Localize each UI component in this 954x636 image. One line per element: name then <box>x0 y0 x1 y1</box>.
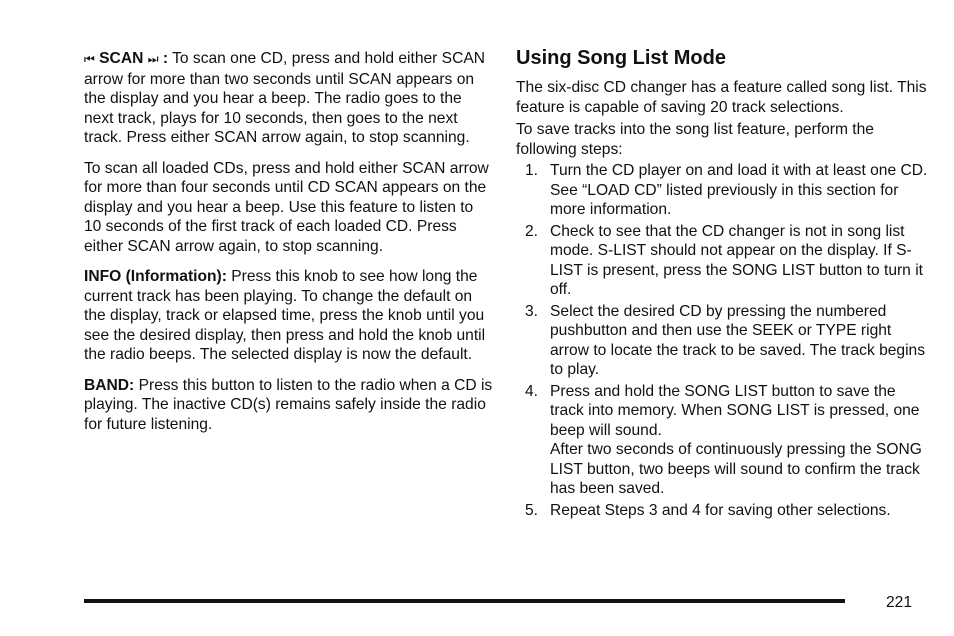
list-item <box>516 222 928 300</box>
left-column <box>84 49 494 445</box>
scan-label: SCAN <box>99 50 144 67</box>
scan-all-paragraph: To scan all loaded CDs, press and hold either SCAN arrow for more than four seconds until CD SCAN appears on the display and you hear a beep. Use this feature to listen to 10 seconds of the first track of each loaded CD. Press either SCAN arrow again, to stop scanning. <box>84 159 489 255</box>
band-text: Press this button to listen to the radio when a CD is playing. The inactive CD(s) remains safely inside the radio for future listening. <box>84 376 493 433</box>
step-number: 5. <box>525 501 539 519</box>
step-text: Press and hold the SONG LIST button to save the track into memory. When SONG LIST is pressed, one beep will sound. <box>550 382 920 439</box>
intro-paragraph-2: To save tracks into the song list feature, perform the following steps: <box>516 121 874 158</box>
scan-paragraph <box>84 49 494 148</box>
band-paragraph <box>84 376 494 435</box>
info-paragraph <box>84 267 494 365</box>
band-label: BAND: <box>84 376 135 394</box>
footer-rule <box>84 599 845 603</box>
list-item <box>516 302 928 380</box>
scan-next-icon: ⏭ <box>147 52 159 66</box>
section-heading: Using Song List Mode <box>516 47 726 69</box>
scan-text: To scan one CD, press and hold either SCAN arrow for more than two seconds until SCAN appears on the display and you hear a beep. The radio goes to the next track, plays for 10 seconds, then goes to the next track. Press either SCAN arrow again, to stop scanning. <box>84 50 486 146</box>
list-item <box>516 161 928 220</box>
scan-previous-icon: ⏮ <box>84 52 95 66</box>
steps-list <box>516 161 928 520</box>
info-label: INFO (Information): <box>84 268 227 285</box>
step-number: 3. <box>525 302 539 320</box>
info-text: Press this knob to see how long the current track has been playing. To change the default on the display, track or elapsed time, press the knob until you see the desired display, then press and hold the knob until the radio beeps. The selected display is now the default. <box>84 268 486 363</box>
list-item <box>516 382 928 499</box>
step-text: Check to see that the CD changer is not in song list mode. S-LIST should not appear on the display. If S-LIST is present, press the SONG LIST button to turn it off. <box>550 222 923 298</box>
step-text-continued: After two seconds of continuously pressing the SONG LIST button, two beeps will sound to confirm the track has been saved. <box>550 441 922 497</box>
step-number: 2. <box>525 222 539 240</box>
step-number: 4. <box>525 382 539 400</box>
list-item <box>516 501 928 521</box>
step-text: Turn the CD player on and load it with at least one CD. See “LOAD CD” listed previously in this section for more information. <box>550 162 928 218</box>
right-column <box>516 46 928 522</box>
intro-paragraph-1: The six-disc CD changer has a feature called song list. This feature is capable of saving 20 track selections. <box>516 79 927 116</box>
page-number: 221 <box>886 594 913 611</box>
scan-colon: : <box>162 50 169 67</box>
step-text: Repeat Steps 3 and 4 for saving other selections. <box>550 501 891 519</box>
step-number: 1. <box>525 162 539 179</box>
step-text: Select the desired CD by pressing the numbered pushbutton and then use the SEEK or TYPE right arrow to locate the track to be saved. The track begins to play. <box>550 302 926 378</box>
